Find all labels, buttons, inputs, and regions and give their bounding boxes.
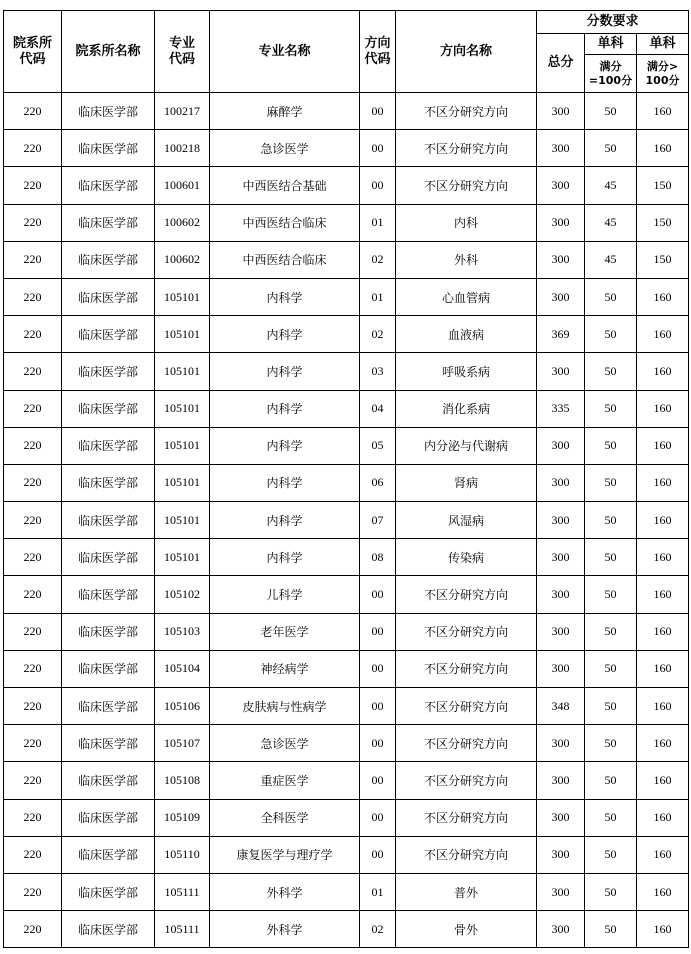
cell-single-100: 50 [585,650,637,687]
cell-college-name: 临床医学部 [62,576,155,613]
header-score-requirements: 分数要求 [537,11,689,34]
table-row [4,167,689,204]
cell-single-100: 50 [585,353,637,390]
header-major-code: 专业 代码 [155,11,210,93]
cell-single-gt100: 160 [637,464,689,501]
cell-total-score: 300 [537,464,585,501]
cell-direction-code: 00 [360,762,396,799]
table-row [4,762,689,799]
cell-college-name: 临床医学部 [62,130,155,167]
cell-total-score: 300 [537,427,585,464]
cell-direction-name: 不区分研究方向 [396,93,537,130]
cell-total-score: 300 [537,167,585,204]
cell-single-gt100: 150 [637,204,689,241]
cell-major-name: 康复医学与理疗学 [210,836,360,873]
table-row [4,836,689,873]
cell-major-code: 105104 [155,650,210,687]
header-direction-name: 方向名称 [396,11,537,93]
cell-college-code: 220 [4,688,62,725]
cell-direction-code: 00 [360,167,396,204]
cell-college-code: 220 [4,278,62,315]
cell-single-gt100: 160 [637,93,689,130]
table-row [4,911,689,948]
cell-total-score: 300 [537,353,585,390]
cell-direction-name: 风湿病 [396,502,537,539]
cell-single-gt100: 160 [637,799,689,836]
cell-direction-code: 02 [360,911,396,948]
cell-direction-code: 00 [360,725,396,762]
cell-direction-name: 骨外 [396,911,537,948]
table-row [4,390,689,427]
cell-major-name: 儿科学 [210,576,360,613]
cell-major-name: 急诊医学 [210,130,360,167]
cell-single-100: 50 [585,911,637,948]
table-row [4,650,689,687]
cell-single-100: 50 [585,799,637,836]
cell-total-score: 300 [537,93,585,130]
cell-single-gt100: 160 [637,390,689,427]
cell-college-name: 临床医学部 [62,725,155,762]
cell-direction-code: 04 [360,390,396,427]
cell-total-score: 300 [537,241,585,278]
cell-single-100: 50 [585,316,637,353]
cell-major-code: 105106 [155,688,210,725]
cell-direction-name: 血液病 [396,316,537,353]
cell-major-code: 105101 [155,427,210,464]
cell-major-name: 中西医结合基础 [210,167,360,204]
cell-major-code: 105101 [155,353,210,390]
cell-single-100: 50 [585,613,637,650]
cell-single-gt100: 160 [637,502,689,539]
cell-major-name: 内科学 [210,316,360,353]
cell-major-code: 105107 [155,725,210,762]
cell-total-score: 348 [537,688,585,725]
cell-college-code: 220 [4,390,62,427]
cell-major-code: 105101 [155,278,210,315]
cell-college-code: 220 [4,464,62,501]
cell-major-name: 外科学 [210,873,360,910]
table-row [4,316,689,353]
header-single-subject-1: 单科 [585,34,637,55]
cell-direction-name: 不区分研究方向 [396,799,537,836]
cell-single-100: 50 [585,278,637,315]
cell-direction-code: 00 [360,93,396,130]
cell-college-code: 220 [4,613,62,650]
cell-college-code: 220 [4,241,62,278]
cell-direction-name: 肾病 [396,464,537,501]
cell-major-name: 全科医学 [210,799,360,836]
cell-college-name: 临床医学部 [62,278,155,315]
cell-single-100: 50 [585,93,637,130]
cell-major-name: 皮肤病与性病学 [210,688,360,725]
cell-single-100: 50 [585,576,637,613]
cell-single-gt100: 160 [637,725,689,762]
cell-major-name: 神经病学 [210,650,360,687]
cell-total-score: 300 [537,836,585,873]
cell-direction-name: 不区分研究方向 [396,650,537,687]
cell-single-gt100: 160 [637,873,689,910]
table-row [4,688,689,725]
cell-major-name: 内科学 [210,502,360,539]
cell-single-100: 50 [585,836,637,873]
cell-direction-code: 00 [360,613,396,650]
cell-single-gt100: 160 [637,688,689,725]
cell-direction-code: 05 [360,427,396,464]
cell-single-gt100: 150 [637,241,689,278]
cell-single-100: 50 [585,130,637,167]
cell-college-code: 220 [4,762,62,799]
cell-major-code: 105101 [155,502,210,539]
cell-total-score: 300 [537,130,585,167]
table-body [4,93,689,948]
cell-single-100: 45 [585,204,637,241]
table-row [4,464,689,501]
table-row [4,873,689,910]
cell-direction-name: 呼吸系病 [396,353,537,390]
cell-college-name: 临床医学部 [62,167,155,204]
cell-single-100: 50 [585,762,637,799]
score-requirements-table [3,10,689,948]
header-direction-code: 方向 代码 [360,11,396,93]
cell-college-name: 临床医学部 [62,502,155,539]
cell-direction-code: 02 [360,241,396,278]
cell-college-code: 220 [4,316,62,353]
cell-direction-code: 08 [360,539,396,576]
cell-direction-name: 心血管病 [396,278,537,315]
header-major-name: 专业名称 [210,11,360,93]
cell-college-code: 220 [4,539,62,576]
cell-single-100: 45 [585,167,637,204]
cell-total-score: 300 [537,204,585,241]
cell-single-gt100: 160 [637,353,689,390]
cell-total-score: 300 [537,576,585,613]
cell-single-100: 50 [585,688,637,725]
cell-single-gt100: 160 [637,576,689,613]
cell-college-name: 临床医学部 [62,911,155,948]
cell-college-name: 临床医学部 [62,613,155,650]
cell-direction-name: 内分泌与代谢病 [396,427,537,464]
cell-college-name: 临床医学部 [62,873,155,910]
cell-direction-name: 不区分研究方向 [396,167,537,204]
cell-major-name: 外科学 [210,911,360,948]
cell-total-score: 300 [537,502,585,539]
cell-single-gt100: 160 [637,539,689,576]
cell-college-name: 临床医学部 [62,204,155,241]
cell-single-100: 50 [585,390,637,427]
cell-college-code: 220 [4,167,62,204]
cell-single-gt100: 150 [637,167,689,204]
cell-major-name: 内科学 [210,464,360,501]
cell-total-score: 300 [537,762,585,799]
cell-major-code: 100602 [155,241,210,278]
cell-direction-code: 00 [360,650,396,687]
cell-single-gt100: 160 [637,650,689,687]
header-college-code: 院系所 代码 [4,11,62,93]
cell-direction-code: 01 [360,278,396,315]
cell-college-code: 220 [4,725,62,762]
cell-major-name: 中西医结合临床 [210,241,360,278]
cell-total-score: 300 [537,613,585,650]
cell-college-name: 临床医学部 [62,353,155,390]
cell-single-gt100: 160 [637,762,689,799]
cell-direction-name: 传染病 [396,539,537,576]
cell-major-name: 老年医学 [210,613,360,650]
cell-major-code: 100218 [155,130,210,167]
cell-major-code: 105103 [155,613,210,650]
cell-major-code: 105101 [155,539,210,576]
header-college-name: 院系所名称 [62,11,155,93]
cell-total-score: 300 [537,539,585,576]
cell-major-code: 105101 [155,316,210,353]
cell-direction-name: 不区分研究方向 [396,576,537,613]
cell-single-gt100: 160 [637,427,689,464]
table-row [4,725,689,762]
table-row [4,241,689,278]
cell-major-name: 内科学 [210,427,360,464]
cell-single-gt100: 160 [637,278,689,315]
table-row [4,502,689,539]
cell-college-code: 220 [4,353,62,390]
cell-single-gt100: 160 [637,316,689,353]
cell-direction-name: 不区分研究方向 [396,725,537,762]
cell-single-100: 50 [585,873,637,910]
cell-direction-code: 00 [360,688,396,725]
cell-direction-name: 消化系病 [396,390,537,427]
cell-direction-code: 00 [360,836,396,873]
cell-total-score: 369 [537,316,585,353]
cell-major-code: 105102 [155,576,210,613]
cell-single-gt100: 160 [637,836,689,873]
header-full-gt-100: 满分> 100分 [637,55,689,93]
cell-major-code: 105101 [155,390,210,427]
header-single-subject-2: 单科 [637,34,689,55]
cell-direction-code: 01 [360,873,396,910]
cell-single-gt100: 160 [637,911,689,948]
cell-major-code: 100601 [155,167,210,204]
table-row [4,539,689,576]
cell-college-code: 220 [4,911,62,948]
cell-college-name: 临床医学部 [62,316,155,353]
cell-college-name: 临床医学部 [62,650,155,687]
table-row [4,204,689,241]
table-row [4,576,689,613]
cell-direction-code: 07 [360,502,396,539]
cell-college-name: 临床医学部 [62,427,155,464]
cell-total-score: 300 [537,650,585,687]
table-row [4,613,689,650]
cell-major-name: 内科学 [210,353,360,390]
cell-direction-code: 01 [360,204,396,241]
table-row [4,278,689,315]
cell-college-code: 220 [4,873,62,910]
cell-direction-name: 不区分研究方向 [396,130,537,167]
cell-major-code: 105110 [155,836,210,873]
table-row [4,130,689,167]
table-row [4,93,689,130]
cell-total-score: 300 [537,873,585,910]
cell-major-name: 中西医结合临床 [210,204,360,241]
cell-college-code: 220 [4,130,62,167]
cell-major-code: 100602 [155,204,210,241]
cell-college-code: 220 [4,427,62,464]
cell-major-code: 105111 [155,911,210,948]
cell-major-name: 内科学 [210,539,360,576]
cell-college-code: 220 [4,204,62,241]
cell-college-code: 220 [4,576,62,613]
cell-college-name: 临床医学部 [62,539,155,576]
header-total-score: 总分 [537,34,585,93]
cell-direction-code: 06 [360,464,396,501]
cell-total-score: 300 [537,911,585,948]
cell-college-name: 临床医学部 [62,762,155,799]
cell-major-name: 内科学 [210,390,360,427]
cell-single-100: 50 [585,725,637,762]
cell-single-100: 50 [585,427,637,464]
cell-total-score: 300 [537,278,585,315]
cell-direction-name: 内科 [396,204,537,241]
cell-single-100: 50 [585,539,637,576]
cell-major-code: 105109 [155,799,210,836]
cell-major-code: 105101 [155,464,210,501]
cell-direction-name: 普外 [396,873,537,910]
cell-college-name: 临床医学部 [62,464,155,501]
table-row [4,353,689,390]
cell-direction-code: 00 [360,799,396,836]
cell-major-code: 105108 [155,762,210,799]
cell-single-100: 50 [585,464,637,501]
table-row [4,799,689,836]
cell-major-name: 内科学 [210,278,360,315]
cell-major-name: 重症医学 [210,762,360,799]
cell-college-name: 临床医学部 [62,688,155,725]
cell-direction-code: 00 [360,130,396,167]
cell-single-gt100: 160 [637,613,689,650]
cell-college-name: 临床医学部 [62,390,155,427]
cell-college-code: 220 [4,650,62,687]
cell-direction-name: 不区分研究方向 [396,836,537,873]
cell-major-code: 100217 [155,93,210,130]
cell-single-gt100: 160 [637,130,689,167]
cell-direction-code: 00 [360,576,396,613]
cell-college-code: 220 [4,93,62,130]
cell-college-code: 220 [4,799,62,836]
table-row [4,427,689,464]
cell-college-name: 临床医学部 [62,799,155,836]
cell-direction-name: 外科 [396,241,537,278]
cell-college-name: 临床医学部 [62,241,155,278]
cell-college-name: 临床医学部 [62,836,155,873]
cell-single-100: 50 [585,502,637,539]
cell-college-code: 220 [4,502,62,539]
cell-college-code: 220 [4,836,62,873]
cell-direction-code: 02 [360,316,396,353]
cell-total-score: 300 [537,799,585,836]
header-full-100: 满分 =100分 [585,55,637,93]
cell-direction-name: 不区分研究方向 [396,688,537,725]
cell-major-name: 急诊医学 [210,725,360,762]
cell-total-score: 335 [537,390,585,427]
cell-major-name: 麻醉学 [210,93,360,130]
cell-direction-code: 03 [360,353,396,390]
cell-total-score: 300 [537,725,585,762]
cell-direction-name: 不区分研究方向 [396,762,537,799]
cell-single-100: 45 [585,241,637,278]
cell-college-name: 临床医学部 [62,93,155,130]
cell-direction-name: 不区分研究方向 [396,613,537,650]
cell-major-code: 105111 [155,873,210,910]
